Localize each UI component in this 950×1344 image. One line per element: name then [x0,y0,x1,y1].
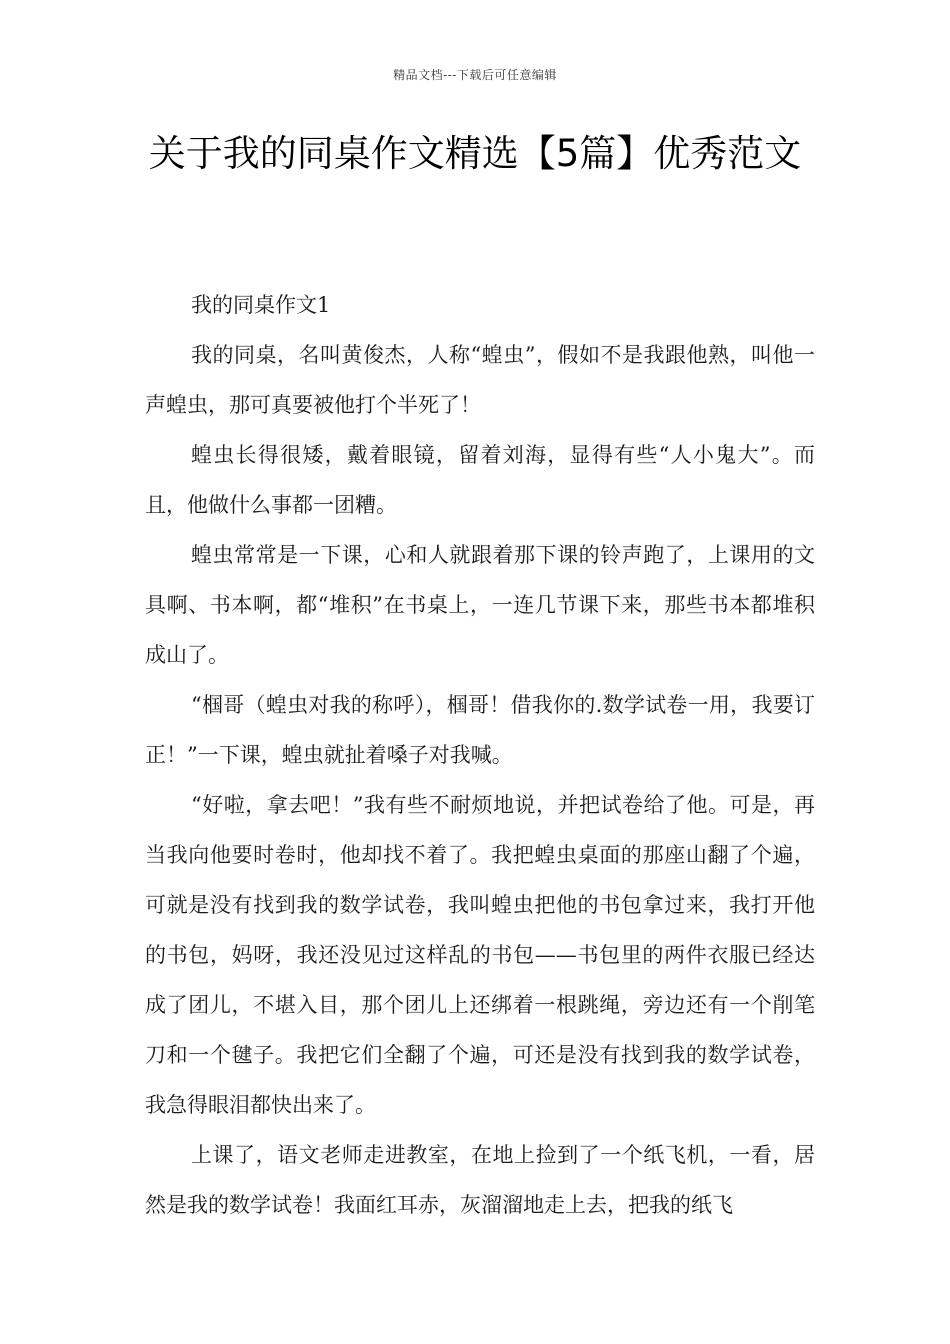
paragraph: 蝗虫常常是一下课，心和人就跟着那下课的铃声跑了，上课用的文具啊、书本啊，都“堆积”在书桌上，一连几节课下来，那些书本都堆积成山了。 [145,543,815,667]
paragraph: 我的同桌，名叫黄俊杰，人称“蝗虫”，假如不是我跟他熟，叫他一声蝗虫，那可真要被他打个半死了！ [145,343,815,417]
document-body [145,280,815,1230]
section-heading: 我的同桌作文1 [191,293,331,317]
paragraph: “椢哥（蝗虫对我的称呼），椢哥！借我你的.数学试卷一用，我要订正！”一下课，蝗虫就扯着嗓子对我喊。 [145,693,815,767]
paragraph: 上课了，语文老师走进教室，在地上捡到了一个纸飞机，一看，居然是我的数学试卷！我面红耳赤，灰溜溜地走上去，把我的纸飞 [145,1143,815,1217]
document-title: 关于我的同桌作文精选【5篇】优秀范文 [148,132,802,175]
paragraph: “好啦，拿去吧！”我有些不耐烦地说，并把试卷给了他。可是，再当我向他要时卷时，他却找不着了。我把蝗虫桌面的那座山翻了个遍，可就是没有找到我的数学试卷，我叫蝗虫把他的书包拿过来，我打开他的书包，妈呀，我还没见过这样乱的书包——书包里的两件衣服已经达成了团儿，不堪入目，那个团儿上还绑着一根跳绳，旁边还有一个削笔刀和一个毽子。我把它们全翻了个遍，可还是没有找到我的数学试卷，我急得眼泪都快出来了。 [145,793,815,1117]
header-note: 精品文档---下载后可任意编辑 [393,68,557,82]
paragraph: 蝗虫长得很矮，戴着眼镜，留着刘海，显得有些“人小鬼大”。而且，他做什么事都一团糟。 [145,443,815,517]
